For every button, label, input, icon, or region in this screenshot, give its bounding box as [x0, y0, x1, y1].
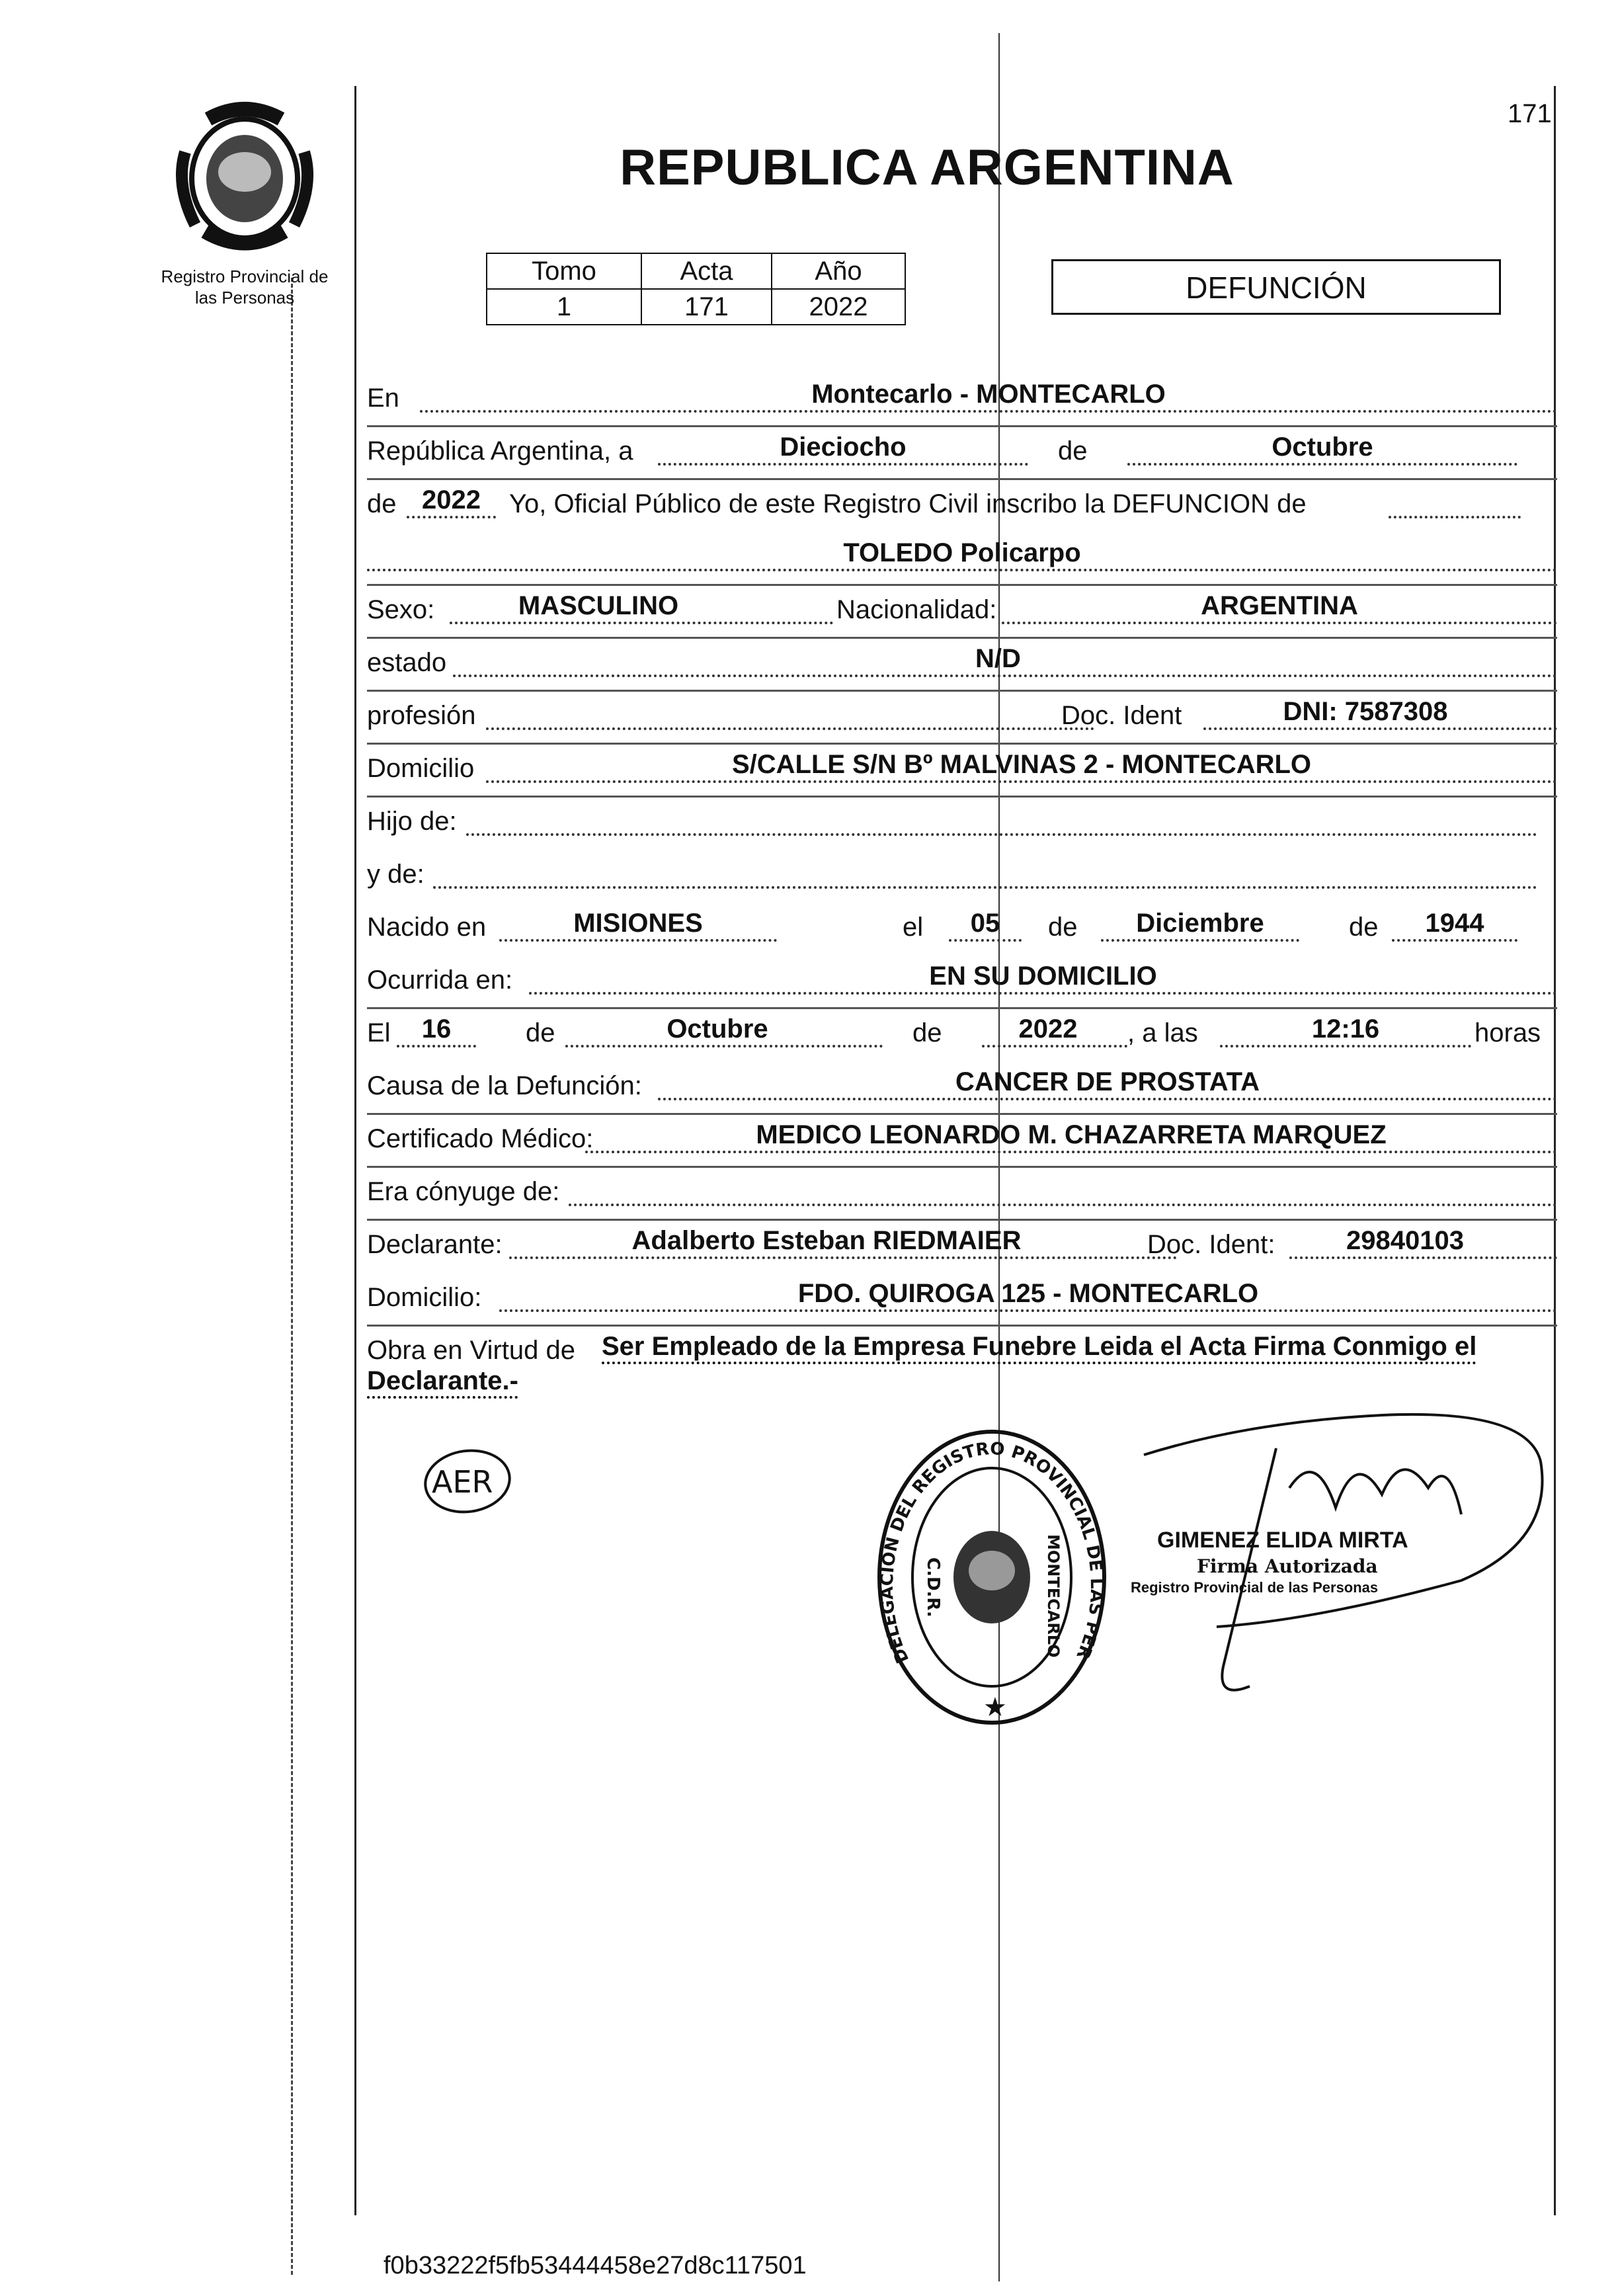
value-nacido-day: 05 — [970, 909, 1000, 938]
value-el-month: Octubre — [667, 1014, 768, 1044]
acta-meta-table — [486, 253, 906, 325]
label-declarante: Declarante: — [367, 1230, 503, 1259]
value-nacido-month: Diciembre — [1136, 909, 1264, 938]
label-el: el — [903, 913, 924, 942]
label-de2: de — [1349, 913, 1379, 942]
label-obra: Obra en Virtud de — [367, 1336, 576, 1365]
signature-office: Registro Provincial de las Personas — [1131, 1579, 1379, 1596]
row-causa — [367, 1062, 1557, 1115]
row-republica — [367, 427, 1557, 480]
authorized-signature — [1117, 1409, 1567, 1739]
value-tomo: 1 — [487, 289, 641, 325]
table-row — [487, 289, 905, 325]
document-hash-id: f0b33222f5fb53444458e27d8c117501 — [384, 2252, 807, 2279]
row-domicilio-declarante — [367, 1274, 1557, 1327]
label-el-fecha: El — [367, 1018, 391, 1047]
row-declarante — [367, 1221, 1557, 1274]
label-de-year: de — [367, 489, 397, 518]
label-en: En — [367, 384, 399, 413]
row-y-de — [367, 850, 1557, 903]
left-dashed-edge — [291, 278, 293, 2275]
value-anio: 2022 — [772, 289, 905, 325]
row-nacido — [367, 903, 1557, 956]
label-republica: República Argentina, a — [367, 436, 633, 466]
value-doc-ident-declarante: 29840103 — [1346, 1226, 1464, 1255]
record-type-box: DEFUNCIÓN — [1051, 259, 1501, 315]
seal-inner-right: MONTECARLO — [1044, 1534, 1063, 1658]
label-domicilio: Domicilio — [367, 754, 475, 783]
table-row — [487, 253, 905, 289]
value-month: Octubre — [1272, 432, 1373, 462]
label-certificado: Certificado Médico: — [367, 1124, 594, 1153]
row-nombre — [367, 533, 1557, 586]
label-y-de: y de: — [367, 860, 424, 889]
left-margin-rule — [354, 86, 356, 2215]
row-ocurrida — [367, 956, 1557, 1009]
label-hijo: Hijo de: — [367, 807, 457, 836]
label-profesion: profesión — [367, 701, 476, 730]
row-hijo — [367, 798, 1557, 850]
label-de: de — [1058, 436, 1088, 466]
label-sexo: Sexo: — [367, 595, 435, 624]
value-nacido-place: MISIONES — [573, 909, 703, 938]
logo-caption-line2: las Personas — [194, 288, 295, 308]
value-nombre: TOLEDO Policarpo — [843, 538, 1081, 567]
value-obra-line2: Declarante.- — [367, 1366, 518, 1395]
label-doc-ident-declarante: Doc. Ident: — [1147, 1230, 1275, 1259]
label-estado: estado — [367, 648, 447, 677]
svg-text:★: ★ — [983, 1693, 1007, 1722]
value-domicilio: S/CALLE S/N Bº MALVINAS 2 - MONTECARLO — [731, 750, 1312, 779]
row-el — [367, 1009, 1557, 1062]
value-nacido-year: 1944 — [1425, 909, 1484, 938]
label-conyuge: Era cónyuge de: — [367, 1177, 560, 1206]
value-causa: CANCER DE PROSTATA — [955, 1067, 1260, 1096]
value-el-time: 12:16 — [1311, 1014, 1380, 1044]
value-obra-line1: Ser Empleado de la Empresa Funebre Leida el Acta Firma Conmigo el — [602, 1332, 1477, 1361]
label-nacido: Nacido en — [367, 913, 487, 942]
value-domicilio-declarante: FDO. QUIROGA 125 - MONTECARLO — [797, 1279, 1259, 1308]
label-domicilio-declarante: Domicilio: — [367, 1283, 482, 1312]
value-certificado: MEDICO LEONARDO M. CHAZARRETA MARQUEZ — [756, 1120, 1387, 1149]
label-de1: de — [1048, 913, 1078, 942]
row-profesion — [367, 692, 1557, 745]
label-el-de2: de — [912, 1018, 942, 1047]
seal-outer-text: DELEGACION DEL REGISTRO PROVINCIAL DE LAS PER — [877, 1439, 1107, 1666]
page-number: 171 — [1508, 99, 1552, 128]
official-seal — [869, 1422, 1114, 1733]
value-nacionalidad: ARGENTINA — [1201, 591, 1358, 620]
row-estado — [367, 639, 1557, 692]
label-horas: horas — [1475, 1018, 1541, 1047]
handwritten-initials — [420, 1445, 516, 1518]
intro-text: Yo, Oficial Público de este Registro Civil inscribo la DEFUNCION de — [509, 489, 1307, 518]
signature-role: Firma Autorizada — [1197, 1555, 1378, 1577]
header-tomo: Tomo — [487, 253, 641, 289]
header-anio: Año — [772, 253, 905, 289]
logo-caption — [132, 266, 357, 308]
row-sexo — [367, 586, 1557, 639]
label-ocurrida: Ocurrida en: — [367, 965, 513, 995]
value-el-day: 16 — [421, 1014, 452, 1044]
value-el-year: 2022 — [1018, 1014, 1078, 1044]
logo-caption-line1: Registro Provincial de — [161, 266, 329, 286]
row-certificado — [367, 1115, 1557, 1168]
label-el-de1: de — [526, 1018, 555, 1047]
label-doc-ident: Doc. Ident — [1061, 701, 1182, 730]
value-declarante: Adalberto Esteban RIEDMAIER — [631, 1226, 1022, 1255]
row-intro — [367, 480, 1557, 533]
row-domicilio — [367, 745, 1557, 798]
row-conyuge — [367, 1168, 1557, 1221]
value-ocurrida: EN SU DOMICILIO — [929, 962, 1157, 991]
label-a-las: , a las — [1127, 1018, 1198, 1047]
value-en: Montecarlo - MONTECARLO — [811, 380, 1166, 409]
seal-inner-left: C.D.R. — [923, 1557, 943, 1618]
label-nacionalidad: Nacionalidad: — [836, 595, 997, 624]
value-day: Dieciocho — [780, 432, 907, 462]
header-acta: Acta — [641, 253, 772, 289]
value-estado: N/D — [975, 644, 1021, 673]
signature-name: GIMENEZ ELIDA MIRTA — [1157, 1528, 1408, 1553]
row-en — [367, 374, 1557, 427]
value-doc-ident: DNI: 7587308 — [1283, 697, 1448, 726]
value-year: 2022 — [422, 485, 481, 514]
row-obra — [367, 1327, 1557, 1406]
value-acta: 171 — [641, 289, 772, 325]
value-sexo: MASCULINO — [518, 591, 679, 620]
label-causa: Causa de la Defunción: — [367, 1071, 642, 1100]
initials-text: AER — [432, 1464, 493, 1500]
document-title: REPUBLICA ARGENTINA — [620, 140, 1234, 196]
